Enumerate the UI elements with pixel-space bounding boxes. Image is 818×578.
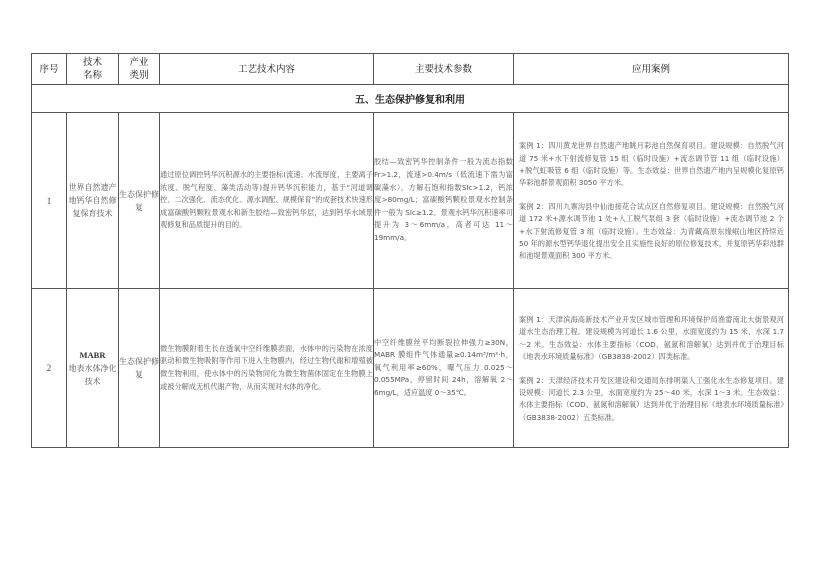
header-application-cases: 应用案例: [514, 54, 789, 85]
technology-table: [31, 53, 789, 448]
industry-category: 生态保护修复: [119, 289, 160, 448]
case-item: 案例 1：天津滨海高新技术产业开发区城市管理和环境保护局渔畲南北大街景观河道水生态治理工程。建设规模为河道长 1.6 公里，水面宽度约为 15 米，水深 1.7～2 米。生态效益：水体主要指标（COD、氨氮和溶解氧）达到并优于治理目标《地表水环境质量标准》（GB3838-2002）四类标准。: [519, 314, 784, 362]
row-number: 2: [32, 289, 67, 448]
header-main-params: 主要技术参数: [374, 54, 514, 85]
process-content: 微生物膜附着生长在透氧中空纤维膜表面，水体中的污染物在浓度驱动和微生物吸附等作用下进入生物膜内，经过生物代谢和增殖被微生物利用，使水体中的污染物同化为微生物菌体固定在生物膜上或被分解成无机代谢产物，从而实现对水体的净化。: [160, 289, 374, 448]
case-item: 案例 2：四川九寨沟县中仙池接花合试点区自然修复项目。建设规模：自然脱气河道 172 米+源水调节池 1 处+人工脱气泵组 3 套（临时设施）+流态调节池 2 个+水下射流修复管 3 组（临时设施）。生态效益：为青藏高原东缘岷山地区持续近 50 年的源水型钙华退化提出安全且实施性良好的原位修复技术，并复原钙华彩池群和池堤景观面积 300 平方米。: [519, 201, 784, 261]
header-no: 序号: [32, 54, 67, 85]
main-params: 胶结—致密钙华控制条件一般为流态指数 Fr>1.2，流速>0.4m/s（低流速下需为富碳藻水），方解石饱和指数SIc>1.2，钙浓度>80mg/L；富碳酸钙颗粒景观水控制条件一般为 SIc≥1.2。景观水钙华沉积速率可提升为 3～6mm/a，高者可达 11～19mm/a。: [374, 113, 514, 289]
process-content: 通过原位调控钙华沉积源水的主要指标(流速、水流厚度、主要离子浓度、脱气程度、藻类活动等)提升钙华沉积能力，基于“河道调控、二次强化、流态优化、源水调配、规模保育”的成套技术快速形成富碳酸钙颗粒景观水和新生胶结—致密钙华层，达到钙华水域景观修复和品质提升的目的。: [160, 113, 374, 289]
application-cases: [514, 289, 789, 448]
header-tech-name-line2: 名称: [82, 70, 102, 81]
header-row: [32, 54, 789, 85]
row-number: 1: [32, 113, 67, 289]
tech-name: 世界自然遗产地钙华自然修复保育技术: [67, 113, 119, 289]
case-item: 案例 1：四川黄龙世界自然遗产地眺月彩池自然保育项目。建设规模：自然脱气河道 75 米+水下射流修复管 15 组（临时设施）+流态调节管 11 组（临时设施）+脱气虹吸管 6 组（临时设施）等。生态效益：世界自然遗产地内呈规模化复原钙华彩池群景观面积 3050 平方米。: [519, 141, 784, 188]
header-tech-name: [67, 54, 119, 85]
section-title: 五、生态保护修复和利用: [32, 85, 789, 113]
header-category-line1: 产业: [129, 57, 149, 68]
header-tech-name-line1: 技术: [82, 57, 102, 68]
tech-name: [67, 289, 119, 448]
header-industry-category: [119, 54, 160, 85]
case-item: 案例 2：天津经济技术开发区建设和交通局东排明渠人工强化水生态修复项目。建设规模：河道长 2.3 公里，水面宽度约为 25～40 米，水深 1～3 米。生态效益：水体主要指标（COD、氨氮和溶解氧）达到并优于治理目标《地表水环境质量标准》（GB3838-2002）五类标准。: [519, 375, 784, 422]
table-row: [32, 113, 789, 289]
industry-category: 生态保护修复: [119, 113, 160, 289]
application-cases: [514, 113, 789, 289]
section-row: [32, 85, 789, 113]
header-category-line2: 类别: [129, 70, 149, 81]
table-row: [32, 289, 789, 448]
tech-name-abbrev: MABR: [79, 349, 106, 360]
header-process-content: 工艺技术内容: [160, 54, 374, 85]
main-params: 中空纤维膜丝平均断裂拉伸强力≥30N，MABR 膜组件气体通量≥0.14m³/m²·h，氧气利用率≥60%，曝气压力 0.025～0.055MPa，停留时间 24h，溶解氧 2～6mg/L，适应温度 0～35℃。: [374, 289, 514, 448]
tech-name-text: 地表水体净化技术: [68, 363, 117, 386]
